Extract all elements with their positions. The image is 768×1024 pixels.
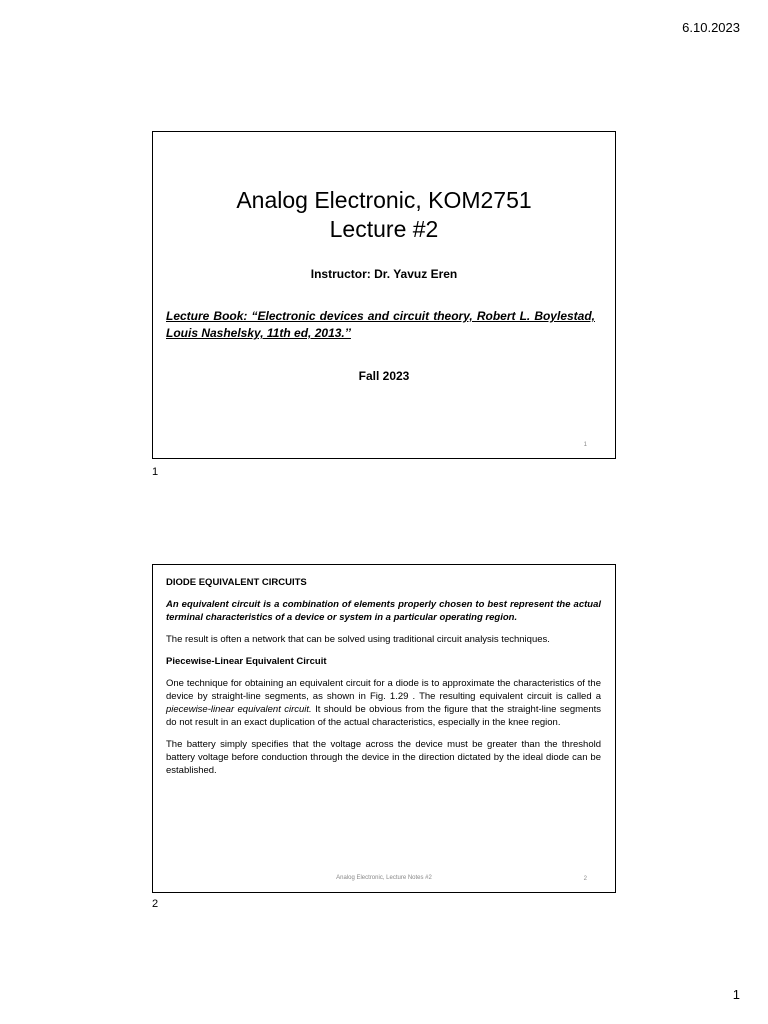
- slide-1: [152, 131, 616, 459]
- technique-paragraph: [166, 677, 601, 729]
- technique-term: piecewise-linear equivalent circuit.: [166, 704, 312, 715]
- term-line: Fall 2023: [358, 369, 410, 383]
- section-heading: DIODE EQUIVALENT CIRCUITS: [166, 577, 307, 588]
- slide-footer: Analog Electronic, Lecture Notes #2: [336, 875, 432, 881]
- slide-caption: 1: [152, 466, 159, 478]
- slide-body: [166, 576, 601, 786]
- instructor-line: Instructor: Dr. Yavuz Eren: [310, 267, 458, 281]
- slide-title-line-2: Lecture #2: [329, 216, 439, 242]
- subsection-heading: Piecewise-Linear Equivalent Circuit: [166, 656, 327, 667]
- slide-title-line-1: Analog Electronic, KOM2751: [236, 187, 532, 213]
- slide-caption: 2: [152, 898, 159, 910]
- slide-title: [153, 186, 615, 244]
- definition-paragraph: An equivalent circuit is a combination of elements properly chosen to best represent the actual terminal characteristics of a device or system in a particular operating region.: [166, 599, 601, 623]
- technique-text-1: One technique for obtaining an equivalent circuit for a diode is to approximate the characteristics of the device by straight-line segments, as shown in Fig. 1.29 . The resulting equivalent circuit is called a: [166, 678, 601, 702]
- page-number: 1: [732, 987, 740, 1002]
- page-date: 6.10.2023: [682, 20, 740, 35]
- technique-text-2: It should be obvious from the figure that the straight-line segments do not result in an exact duplication of the actual characteristics, especially in the knee region.: [166, 704, 602, 728]
- result-paragraph: The result is often a network that can be solved using traditional circuit analysis techniques.: [166, 634, 550, 645]
- slide-2: [152, 564, 616, 893]
- lecture-book-line: Lecture Book: “Electronic devices and circuit theory, Robert L. Boylestad, Louis Nashelsky, 11th ed, 2013.’’: [166, 309, 595, 340]
- slide-number: 2: [583, 876, 587, 882]
- slide-number: 1: [583, 442, 587, 448]
- battery-paragraph: The battery simply specifies that the voltage across the device must be greater than the threshold battery voltage before conduction through the device in the direction dictated by the ideal diode can be established.: [166, 739, 601, 776]
